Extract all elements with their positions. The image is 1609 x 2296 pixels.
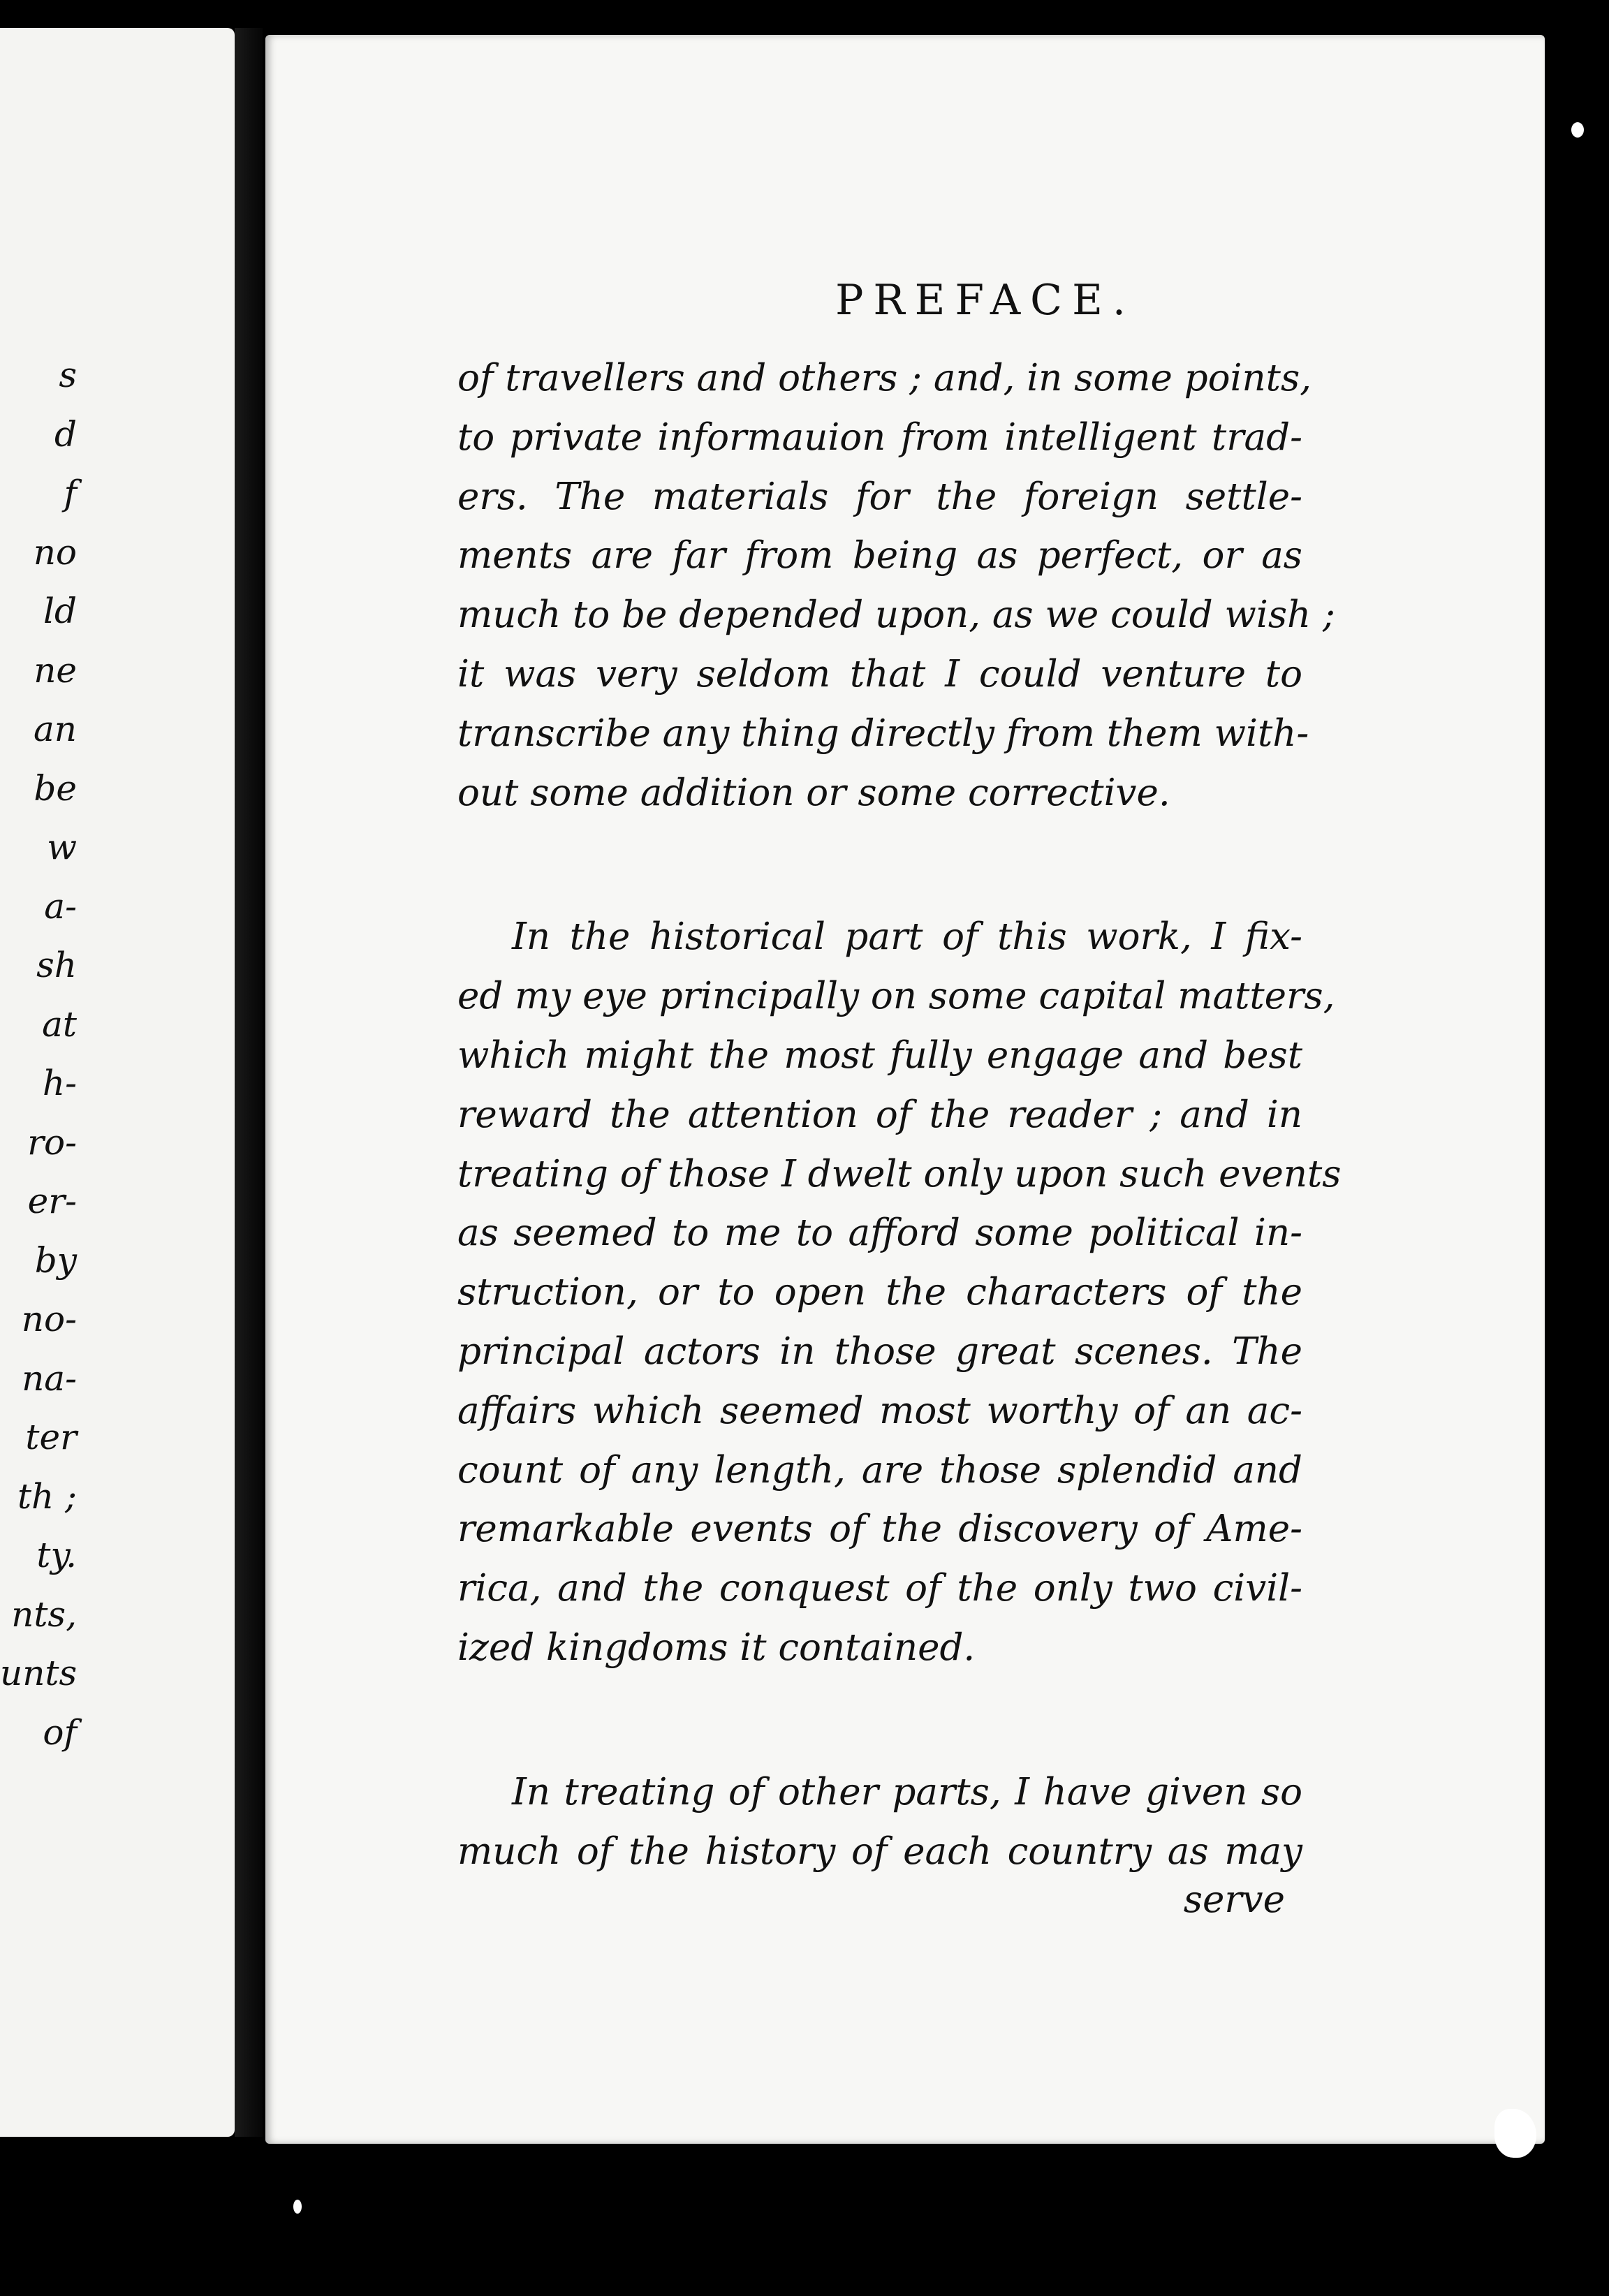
- fragment-line: th ;: [17, 1476, 77, 1517]
- fragment-line: ld: [43, 591, 77, 631]
- text-line: remarkable events of the discovery of Ame-: [457, 1508, 1302, 1551]
- text-line: as seemed to me to afford some political in-: [457, 1212, 1302, 1255]
- scan-speck: [1571, 122, 1584, 138]
- text-line: out some addition or some corrective.: [457, 771, 1170, 814]
- text-line: treating of those I dwelt only upon such events: [457, 1152, 1342, 1195]
- running-head-title: PREFACE.: [835, 276, 1136, 325]
- fragment-line: at: [42, 1003, 77, 1045]
- text-line: which might the most fully engage and best: [457, 1033, 1302, 1077]
- fragment-line: er-: [27, 1181, 77, 1221]
- fragment-line: ty.: [36, 1535, 77, 1575]
- fragment-line: na-: [22, 1357, 77, 1399]
- paragraph: [457, 349, 1335, 823]
- catchword: serve: [1183, 1878, 1285, 1921]
- scan-speck: [293, 2200, 302, 2214]
- fragment-line: of: [43, 1712, 77, 1753]
- text-line: ments are far from being as perfect, or as: [457, 534, 1302, 577]
- paragraph: [457, 1763, 1302, 1882]
- fragment-line: an: [33, 709, 77, 749]
- fragment-line: ter: [25, 1417, 77, 1457]
- text-line: ed my eye principally on some capital matters,: [457, 975, 1335, 1018]
- text-line: ized kingdoms it contained.: [457, 1626, 976, 1669]
- fragment-line: no-: [21, 1299, 77, 1339]
- fragment-line: d: [54, 413, 77, 455]
- text-line: much of the history of each country as may: [457, 1830, 1302, 1873]
- text-line: affairs which seemed most worthy of an ac-: [457, 1389, 1302, 1432]
- text-line: principal actors in those great scenes. The: [457, 1330, 1302, 1373]
- text-line: In treating of other parts, I have given so: [512, 1770, 1302, 1813]
- text-line: transcribe any thing directly from them with-: [457, 712, 1309, 755]
- fragment-line: nts,: [11, 1594, 77, 1635]
- text-line: count of any length, are those splendid and: [457, 1448, 1302, 1492]
- text-line: reward the attention of the reader ; and in: [457, 1093, 1302, 1136]
- body-text: [457, 349, 1342, 1881]
- fragment-line: ro-: [27, 1121, 77, 1163]
- text-line: In the historical part of this work, I fix-: [512, 915, 1302, 959]
- facing-page-text-fragments: [0, 346, 77, 1762]
- running-head: [265, 276, 1545, 325]
- text-line: ers. The materials for the foreign settle-: [457, 475, 1302, 518]
- text-line: to private informauion from intelligent trad-: [457, 415, 1302, 459]
- text-line: much to be depended upon, as we could wish ;: [457, 594, 1335, 637]
- text-line: struction, or to open the characters of the: [457, 1271, 1302, 1314]
- paragraph: [457, 908, 1342, 1677]
- fragment-line: be: [34, 767, 77, 809]
- fragment-line: by: [34, 1239, 77, 1281]
- book-gutter: [235, 28, 263, 2137]
- fragment-line: f: [64, 473, 77, 513]
- fragment-line: s: [59, 355, 77, 395]
- fragment-line: unts: [0, 1653, 78, 1693]
- text-line: rica, and the conquest of the only two civil-: [457, 1567, 1302, 1610]
- fragment-line: h-: [42, 1063, 77, 1103]
- fragment-line: no: [33, 531, 77, 573]
- fragment-line: sh: [36, 945, 77, 985]
- text-line: it was very seldom that I could venture to: [457, 652, 1302, 696]
- text-line: of travellers and others ; and, in some points,: [457, 357, 1312, 399]
- fragment-line: w: [47, 827, 77, 867]
- fragment-line: ne: [34, 649, 77, 691]
- fragment-line: a-: [44, 885, 77, 927]
